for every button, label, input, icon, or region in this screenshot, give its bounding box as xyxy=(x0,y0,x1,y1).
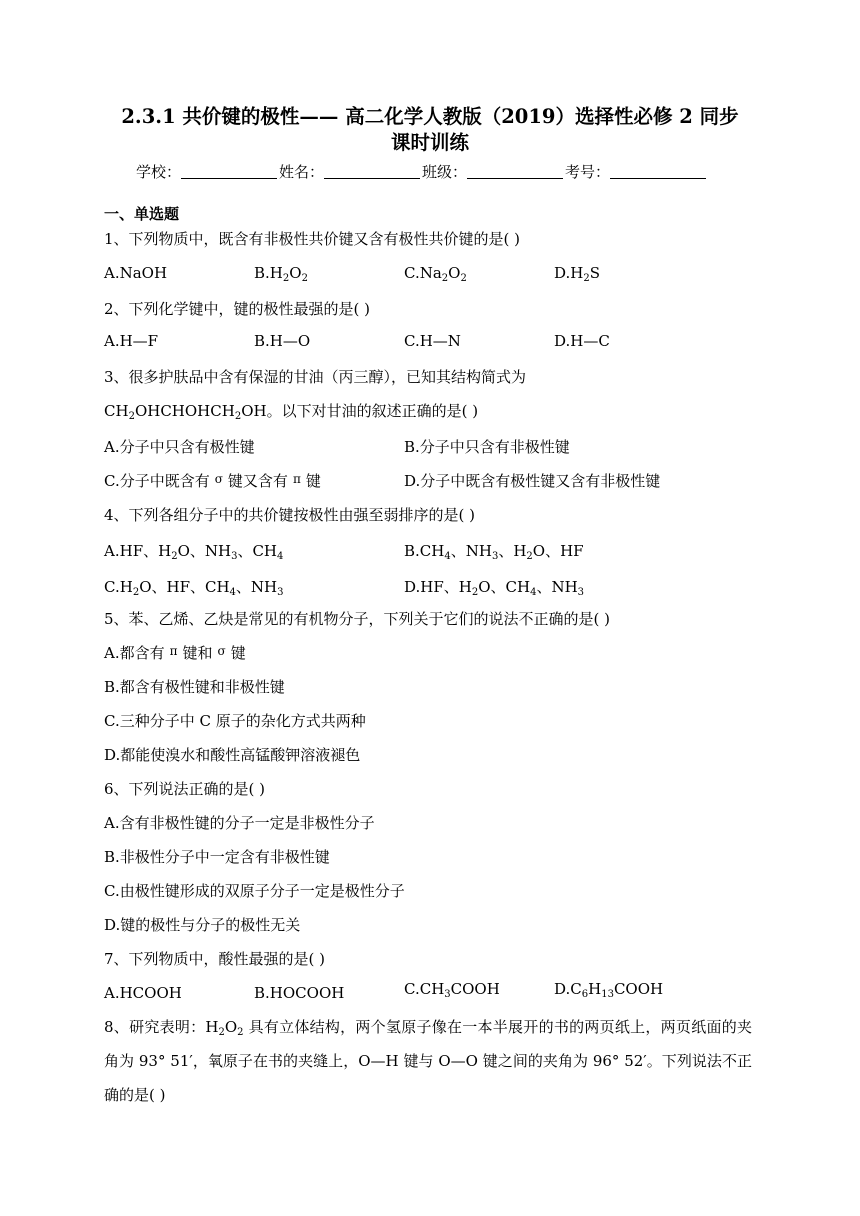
q4-option-d: D.HF、$H_2O$、$CH_4$、$NH_3$ xyxy=(404,578,585,598)
question-1-stem: 1、下列物质中，既含有非极性共价键又含有极性共价键的是( ) xyxy=(104,230,521,248)
q2-option-d: D.H—C xyxy=(554,332,610,350)
q6-option-d: D.键的极性与分子的极性无关 xyxy=(104,916,301,934)
q7-option-a: A.HCOOH xyxy=(104,984,182,1002)
q3-option-b: B.分子中只含有非极性键 xyxy=(404,438,570,456)
q4-option-a: A.HF、$H_2O$、$NH_3$、$CH_4$ xyxy=(104,542,284,562)
q5-option-a: A.都含有 $^\pi$ 键和 $^\sigma$ 键 xyxy=(104,644,246,662)
question-3-stem-2: $CH_2OHCHOHCH_2OH$。以下对甘油的叙述正确的是( ) xyxy=(104,402,479,422)
q7-option-b: B.HOCOOH xyxy=(254,984,345,1002)
school-blank[interactable] xyxy=(181,164,277,179)
q6-option-a: A.含有非极性键的分子一定是非极性分子 xyxy=(104,814,375,832)
exam-no-label: 考号： xyxy=(565,163,611,181)
q1-option-b: $B.H_2O_2$ xyxy=(254,264,308,284)
q3-option-c: C.分子中既含有 $^\sigma$ 键又含有 $^\pi$ 键 xyxy=(104,472,321,490)
q3-option-d: D.分子中既含有极性键又含有非极性键 xyxy=(404,472,661,490)
q5-option-b: B.都含有极性键和非极性键 xyxy=(104,678,285,696)
question-4-stem: 4、下列各组分子中的共价键按极性由强至弱排序的是( ) xyxy=(104,506,476,524)
question-6-stem: 6、下列说法正确的是( ) xyxy=(104,780,266,798)
question-2-stem: 2、下列化学键中，键的极性最强的是( ) xyxy=(104,300,371,318)
question-5-stem: 5、苯、乙烯、乙炔是常见的有机物分子，下列关于它们的说法不正确的是( ) xyxy=(104,610,611,628)
question-3-stem-1: 3、很多护肤品中含有保湿的甘油（丙三醇），已知其结构简式为 xyxy=(104,368,527,386)
name-blank[interactable] xyxy=(324,164,420,179)
question-8-stem: 8、研究表明：$H_2O_2$ 具有立体结构，两个氢原子像在一本半展开的书的两页纸上，两页纸面的夹角为 93° 51′，氧原子在书的夹缝上，O—H 键与 O—O 键之间的夹角为 96° 52′。下列说法不正确的是( ) xyxy=(104,1018,752,1104)
class-label: 班级： xyxy=(422,163,468,181)
page-title xyxy=(100,104,760,156)
title-line-2: 课时训练 xyxy=(390,131,469,154)
title-line-1: 2.3.1 共价键的极性—— 高二化学人教版（2019）选择性必修 2 同步 xyxy=(121,105,739,128)
q4-option-b: $B.CH_4$、$NH_3$、$H_2O$、HF xyxy=(404,542,584,562)
class-blank[interactable] xyxy=(467,164,563,179)
q2-option-a: A.H—F xyxy=(104,332,159,350)
q7-option-c: $C.CH_3COOH$ xyxy=(404,980,500,1000)
student-info-row xyxy=(136,161,708,182)
name-label: 姓名： xyxy=(279,163,325,181)
q1-option-a: A.NaOH xyxy=(104,264,168,282)
q6-option-c: C.由极性键形成的双原子分子一定是极性分子 xyxy=(104,882,405,900)
section-title: 一、单选题 xyxy=(104,205,180,223)
q5-option-d: D.都能使溴水和酸性高锰酸钾溶液褪色 xyxy=(104,746,361,764)
q5-option-c: C.三种分子中 C 原子的杂化方式共两种 xyxy=(104,712,366,730)
q7-option-d: $D.C_6H_{13}COOH$ xyxy=(554,980,664,1000)
q1-option-d: $D.H_2S$ xyxy=(554,264,601,284)
q1-option-c: $C.Na_2O_2$ xyxy=(404,264,467,284)
q3-option-a: A.分子中只含有极性键 xyxy=(104,438,255,456)
q2-option-c: C.H—N xyxy=(404,332,461,350)
q6-option-b: B.非极性分子中一定含有非极性键 xyxy=(104,848,330,866)
exam-no-blank[interactable] xyxy=(610,164,706,179)
q2-option-b: B.H—O xyxy=(254,332,311,350)
q4-option-c: $C.H_2O$、HF、$CH_4$、$NH_3$ xyxy=(104,578,284,598)
question-7-stem: 7、下列物质中，酸性最强的是( ) xyxy=(104,950,326,968)
school-label: 学校： xyxy=(136,163,182,181)
